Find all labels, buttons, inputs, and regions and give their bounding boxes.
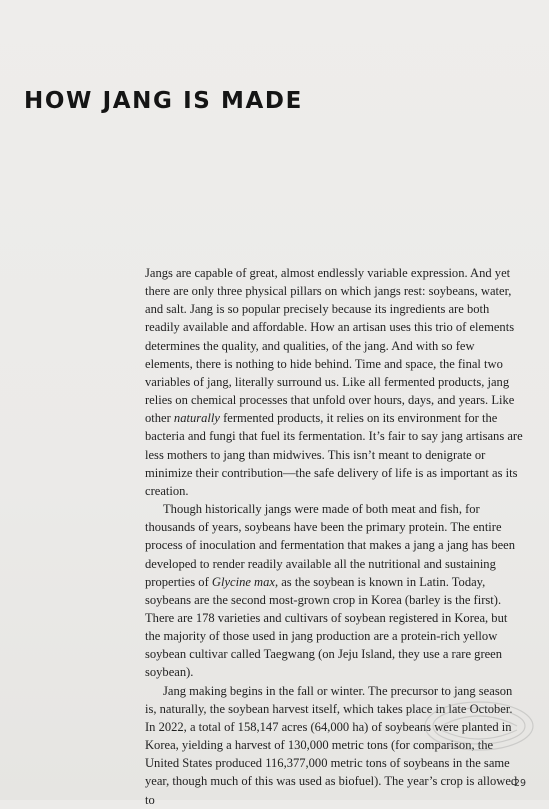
- chapter-heading: HOW JANG IS MADE: [24, 88, 303, 114]
- paragraph-1-continuation: fermented products, it relies on its environment for the bacteria and fungi that fuel its fermentation. It’s fair to say jang artisans are less mothers to jang than midwives. This isn’t meant to denigrate or minimize their contribution—the safe delivery of life is as important as its creation.: [145, 411, 523, 498]
- paragraph-1-emphasis: naturally: [173, 411, 220, 426]
- paragraph-1-text: Jangs are capable of great, almost endlessly variable expression. And yet there are only three physical pillars on which jangs rest: soybeans, water, and salt. Jang is so popular precisely because its ingredients are both readily available and affordable. How an artisan uses this trio of elements determines the quality, and qualities, of the jang. And with so few elements, there is nothing to hide behind. Time and space, the final two variables of jang, literally surround us. Like all fermented products, jang relies on chemical processes that unfold over hours, days, and years. Like other: [145, 266, 515, 426]
- paragraph-2-continuation: , as the soybean is known in Latin. Today, soybeans are the second most-grown crop in Korea (barley is the first). There are 178 varieties and cultivars of soybean registered in Korea, but the majority of those used in jang production are a protein-rich yellow soybean cultivar called Taegwang (on Jeju Island, they use a rare green soybean).: [145, 574, 508, 680]
- page-number: 29: [513, 778, 526, 789]
- paragraph-1: [145, 264, 525, 500]
- watermark-stamp-icon: [419, 696, 539, 756]
- paragraph-3: Jang making begins in the fall or winter. The precursor to jang season is, naturally, the soybean harvest itself, which takes place in late October. In 2022, a total of 158,147 acres (64,000 ha) of soybeans were planted in Korea, yielding a harvest of 130,000 metric tons (for comparison, the United States produced 116,377,000 metric tons of soybeans in the same year, though much of this was used as biofuel). The year’s crop is allowed to: [145, 683, 518, 807]
- paragraph-2-text: Though historically jangs were made of both meat and fish, for thousands of years, soybeans have been the primary protein. The entire process of inoculation and fermentation that makes a jang a jang has been developed to render readily available all the nutritional and sustaining properties of: [145, 502, 516, 589]
- paragraph-2: [145, 500, 525, 682]
- paragraph-2-emphasis: Glycine max: [211, 574, 275, 589]
